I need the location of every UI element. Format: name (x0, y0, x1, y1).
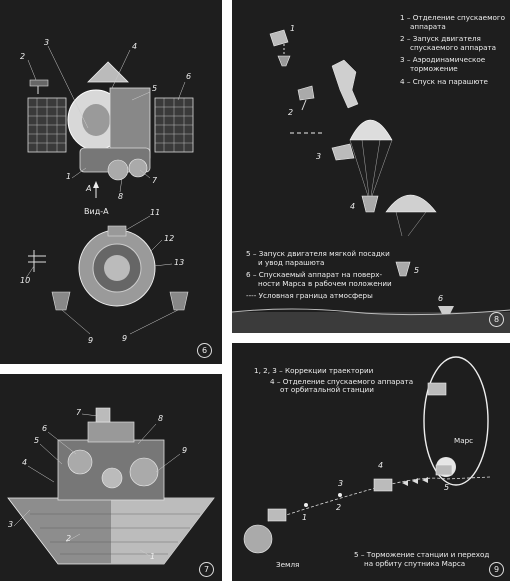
stage-6: 6 (438, 294, 444, 303)
callout-3: 3 (44, 38, 50, 47)
callout-9: 9 (88, 336, 94, 345)
lander-callout-1: 1 (150, 552, 156, 561)
lander-callout-6: 6 (42, 424, 48, 433)
legend-line-5: 3 – Аэродинамическое (400, 55, 486, 65)
legend-line-7: 4 – Спуск на парашюте (400, 76, 488, 86)
callout-13: 13 (174, 258, 185, 267)
lander-structure-illustration (0, 374, 222, 581)
arrow-a-label: А (86, 184, 92, 193)
path-num-4: 4 (378, 461, 384, 470)
legend2-line-5: ---- Условная граница атмосферы (246, 291, 373, 301)
panel-number-7: 7 (199, 562, 214, 577)
lander-callout-5: 5 (34, 436, 40, 445)
lander-callout-8: 8 (158, 414, 164, 423)
stage-5: 5 (414, 266, 420, 275)
callout-1: 1 (66, 172, 72, 181)
mars-label: Марс (454, 436, 474, 445)
view-a-label: Вид-А (84, 207, 109, 216)
callout-9b: 9 (122, 334, 128, 343)
callout-5: 5 (152, 84, 158, 93)
path-num-3: 3 (338, 479, 344, 488)
stage-2: 2 (288, 108, 294, 117)
panel-number-6: 6 (197, 343, 212, 358)
descent-legend-2 (246, 250, 392, 301)
panel-number-8: 8 (489, 312, 504, 327)
stage-3: 3 (316, 152, 322, 161)
lander-callout-3: 3 (8, 520, 14, 529)
path-num-1: 1 (302, 513, 308, 522)
lander-callout-7: 7 (76, 408, 82, 417)
traj-legend-1: 1, 2, 3 – Коррекции траектории (254, 366, 374, 375)
caption-line-2: на орбиту спутника Марса (364, 558, 466, 568)
legend2-line-4: ности Марса в рабочем положении (258, 278, 392, 288)
legend2-line-1: 5 – Запуск двигателя мягкой посадки (246, 249, 390, 258)
panel-number-9: 9 (489, 562, 504, 577)
panel-descent-sequence (232, 0, 510, 333)
callout-11: 11 (150, 208, 161, 217)
legend-line-4: спускаемого аппарата (410, 42, 497, 52)
legend-line-6: торможение (410, 63, 458, 73)
callout-12: 12 (164, 234, 175, 243)
path-num-2: 2 (336, 503, 342, 512)
callout-2: 2 (20, 52, 26, 61)
legend-line-2: аппарата (410, 21, 446, 31)
callout-6: 6 (186, 72, 192, 81)
callout-7: 7 (152, 176, 158, 185)
callout-10: 10 (20, 276, 31, 285)
callout-4: 4 (132, 42, 138, 51)
panel-lander-structure (0, 374, 222, 581)
path-num-5: 5 (444, 483, 450, 492)
panel-spacecraft-structure (0, 0, 222, 364)
lander-callout-2: 2 (66, 534, 72, 543)
panel-flight-trajectory (232, 343, 510, 581)
legend-line-1: 1 – Отделение спускаемого (400, 13, 506, 22)
stage-4: 4 (350, 202, 356, 211)
earth-label: Земля (276, 560, 300, 569)
callout-8: 8 (118, 192, 124, 201)
stage-1: 1 (290, 24, 296, 33)
spacecraft-structure-illustration (0, 0, 222, 364)
legend-line-3: 2 – Запуск двигателя (400, 34, 481, 44)
traj-legend-3: от орбитальной станции (280, 385, 374, 395)
descent-legend (400, 14, 505, 86)
legend2-line-2: и увод парашюта (258, 257, 325, 267)
trajectory-legend (254, 367, 413, 395)
traj-legend-2: 4 – Отделение спускаемого аппарата (270, 376, 414, 386)
caption-line-1: 5 – Торможение станции и переход (354, 550, 490, 559)
legend2-line-3: 6 – Спускаемый аппарат на поверх- (246, 270, 383, 280)
lander-callout-9: 9 (182, 446, 188, 455)
lander-callout-4: 4 (22, 458, 28, 467)
trajectory-caption (354, 551, 489, 568)
